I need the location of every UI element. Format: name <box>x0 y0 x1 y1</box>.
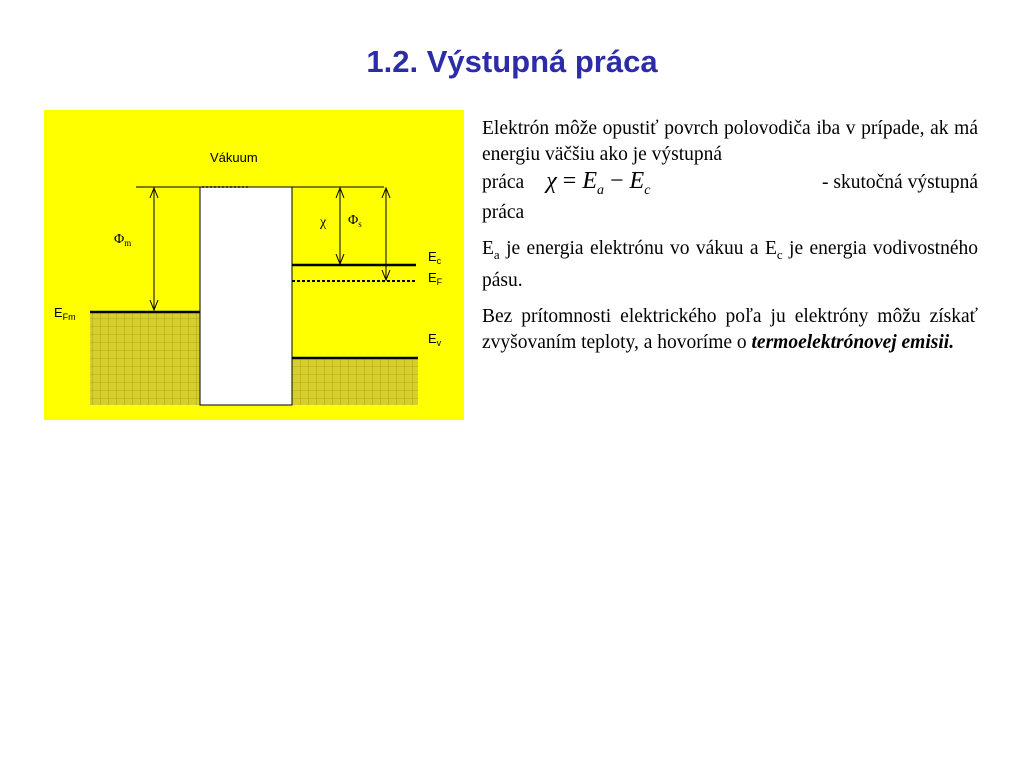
thermionic-emission-term: termoelektrónovej emisii. <box>751 331 955 353</box>
p1-end: práca <box>482 201 525 223</box>
band-diagram <box>44 110 464 420</box>
metal-filled-band <box>90 312 202 405</box>
formula-row <box>482 168 978 204</box>
paragraph-3: Bez prítomnosti elektrického poľa ju elektróny môžu získať zvyšovaním teploty, a hovoríme o termoelektrónovej emisii. <box>482 305 978 353</box>
work-function-formula: $\chi = E_a - E_c$ <box>546 168 651 198</box>
efm-label: $E_{Fm}$ <box>54 305 76 322</box>
phi-m-label: $\Phi_m$ <box>114 232 132 248</box>
p1-line1: Elektrón môže opustiť povrch polovodiča iba v prípade, ak má energiu väčšiu ako je výstupná <box>482 118 978 165</box>
chi-label: χ <box>320 215 327 230</box>
phi-s-label: $\Phi_s$ <box>348 213 362 229</box>
ev-label: $E_v$ <box>428 331 442 348</box>
slide-title: 1.2. Výstupná práca <box>366 44 658 79</box>
p1-after: - skutočná výstupná <box>822 172 978 193</box>
valence-band <box>292 358 418 405</box>
text-column <box>482 116 978 366</box>
ec-label: $E_c$ <box>428 249 442 266</box>
vacuum-label: Vákuum <box>210 150 258 165</box>
barrier-box <box>200 187 292 405</box>
ef-label: $E_F$ <box>428 270 443 287</box>
p1-word: práca <box>482 172 525 193</box>
paragraph-2: $E_a$ je energia elektrónu vo vákuu a $E_c$ je energia vodivostného pásu. <box>482 237 978 291</box>
paragraph-1 <box>482 116 978 168</box>
